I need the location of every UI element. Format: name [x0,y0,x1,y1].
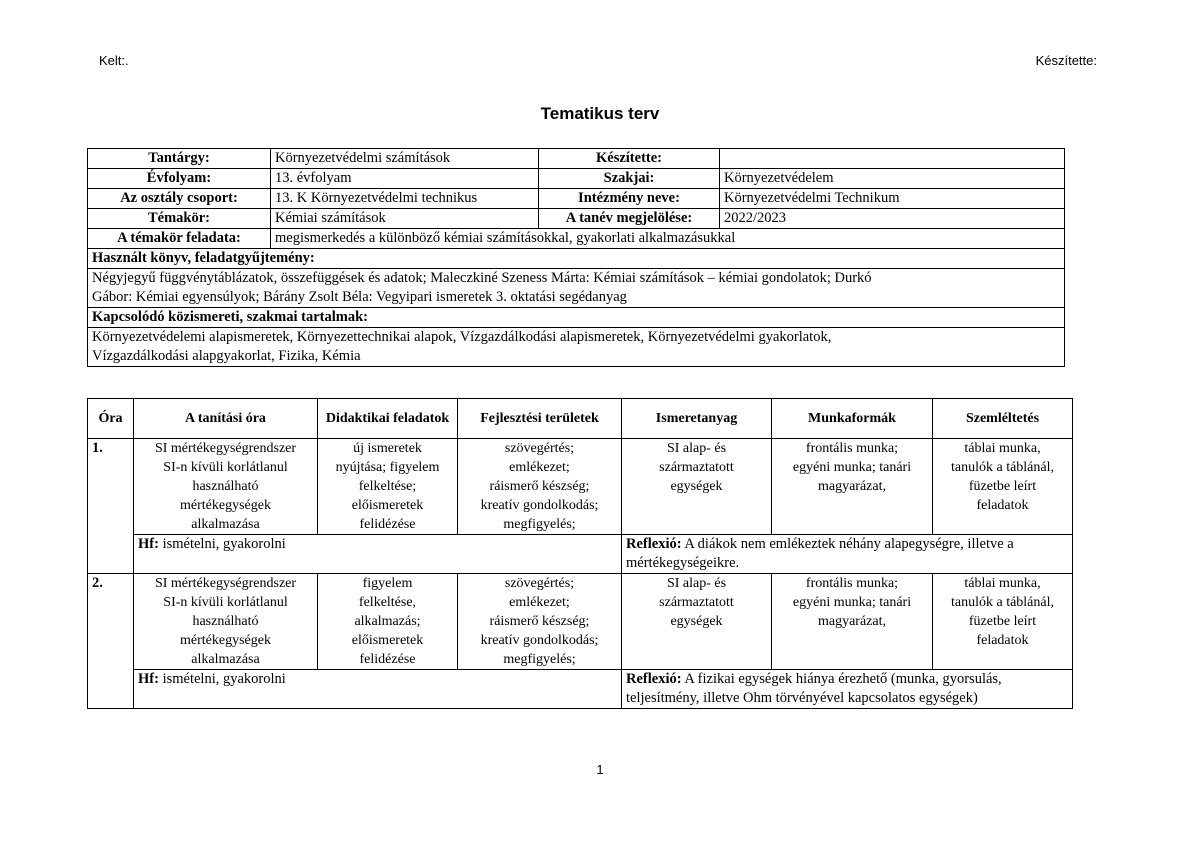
didaktikai-line: felidézése [359,517,416,532]
fejlesztesi-line: megfigyelés; [503,517,576,532]
didaktikai-line: figyelem [362,576,413,591]
info-row-tantargy [88,149,1065,169]
tanev-value: 2022/2023 [720,209,1065,229]
fejlesztesi-line: ráismerő készség; [489,479,590,494]
didaktikai-line: felkeltése, [358,595,417,610]
hf-label: Hf: [138,671,159,687]
intezmeny-label: Intézmény neve: [539,189,720,209]
header-kelt: Kelt:. [99,53,129,68]
munka-line: frontális munka; [805,576,899,591]
tanitasi-cell [134,439,318,535]
fejlesztesi-line: szövegértés; [504,441,575,456]
table-row [88,439,1073,535]
ismeret-line: SI alap- és [666,576,727,591]
didaktikai-cell [318,439,458,535]
szemlelt-line: tanulók a táblánál, [950,460,1055,475]
ismeret-cell [622,439,772,535]
info-row-kapcs-label [88,308,1065,328]
info-row-konyv-label [88,249,1065,269]
plan-header-row [88,399,1073,439]
didaktikai-line: alkalmazás; [354,614,421,629]
szemlelt-cell [933,574,1073,670]
header-keszitette: Készítette: [1035,53,1097,68]
konyv-line-1: Négyjegyű függvénytáblázatok, összefüggések és adatok; Maleczkiné Szeness Márta: Kémiai számítások – kémiai gondolatok; Durkó [92,270,872,286]
munka-cell [772,574,933,670]
kapcs-line-1: Környezetvédelemi alapismeretek, Környezettechnikai alapok, Vízgazdálkodási alapismeretek, Környezetvédelmi gyakorlatok, [92,329,832,345]
intezmeny-value: Környezetvédelmi Technikum [720,189,1065,209]
kapcs-value [88,328,1065,367]
fejlesztesi-line: ráismerő készség; [489,614,590,629]
tanitasi-line: SI-n kívüli korlátlanul [163,595,288,610]
osztaly-label: Az osztály csoport: [88,189,271,209]
szemlelt-line: feladatok [976,633,1029,648]
tantargy-label: Tantárgy: [88,149,271,169]
tantargy-value: Környezetvédelmi számítások [271,149,539,169]
szemlelt-line: táblai munka, [964,576,1041,591]
konyv-line-2: Gábor: Kémiai egyensúlyok; Bárány Zsolt Béla: Vegyipari ismeretek 3. oktatási segédanyag [92,289,627,305]
munka-line: egyéni munka; tanári [792,460,912,475]
temakor-value: Kémiai számítások [271,209,539,229]
ismeret-line: egységek [670,479,723,494]
fejlesztesi-cell [458,439,622,535]
reflexio-label: Reflexió: [626,536,682,552]
evfolyam-value: 13. évfolyam [271,169,539,189]
didaktikai-line: felidézése [359,652,416,667]
info-row-evfolyam [88,169,1065,189]
fejlesztesi-line: emlékezet; [509,595,570,610]
lesson-plan-table [87,398,1073,709]
fejlesztesi-cell [458,574,622,670]
info-row-temakor [88,209,1065,229]
tanitasi-line: alkalmazása [191,517,260,532]
info-row-feladata [88,229,1065,249]
hf-label: Hf: [138,536,159,552]
didaktikai-line: új ismeretek [353,441,422,456]
szemlelt-line: tanulók a táblánál, [950,595,1055,610]
info-row-osztaly [88,189,1065,209]
fejlesztesi-line: szövegértés; [504,576,575,591]
reflexio-label: Reflexió: [626,671,682,687]
col-header-szemleltetes: Szemléltetés [933,399,1073,439]
szemlelt-line: táblai munka, [964,441,1041,456]
col-header-didaktikai: Didaktikai feladatok [318,399,458,439]
munka-cell [772,439,933,535]
col-header-fejlesztesi: Fejlesztési területek [458,399,622,439]
tanitasi-line: SI-n kívüli korlátlanul [163,460,288,475]
ismeret-cell [622,574,772,670]
munka-line: frontális munka; [805,441,899,456]
reflexio-line-2: mértékegységeikre. [626,555,740,571]
munka-line: magyarázat, [817,479,886,494]
ismeret-line: származtatott [659,460,734,475]
homework-cell [134,535,622,574]
tanitasi-line: SI mértékegységrendszer [154,441,297,456]
reflexio-line-1: A diákok nem emlékeztek néhány alapegységre, illetve a [684,536,1014,552]
document-title: Tematikus terv [540,104,660,123]
table-row [88,574,1073,670]
didaktikai-cell [318,574,458,670]
col-header-munkaformak: Munkaformák [772,399,933,439]
col-header-tanitasi: A tanítási óra [134,399,318,439]
fejlesztesi-line: kreatív gondolkodás; [480,498,599,513]
lesson-number: 1. [88,439,134,574]
table-row [88,670,1073,709]
temakor-label: Témakör: [88,209,271,229]
munka-line: egyéni munka; tanári [792,595,912,610]
info-row-kapcs [88,328,1065,367]
feladata-label: A témakör feladata: [88,229,271,249]
reflexio-line-1: A fizikai egységek hiánya érezhető (munka, gyorsulás, [684,671,1002,687]
homework-cell [134,670,622,709]
hf-text: ismételni, gyakorolni [162,671,286,687]
lesson-number: 2. [88,574,134,709]
hf-text: ismételni, gyakorolni [162,536,286,552]
didaktikai-line: felkeltése; [358,479,417,494]
info-table [87,148,1065,367]
fejlesztesi-line: megfigyelés; [503,652,576,667]
reflexio-line-2: teljesítmény, illetve Ohm törvényével kapcsolatos egységek) [626,690,978,706]
tanitasi-line: mértékegységek [180,498,271,513]
tanitasi-line: mértékegységek [180,633,271,648]
reflection-cell [622,535,1073,574]
tanev-label: A tanév megjelölése: [539,209,720,229]
fejlesztesi-line: kreatív gondolkodás; [480,633,599,648]
page-number: 1 [596,762,604,777]
didaktikai-line: előismeretek [351,498,424,513]
kapcs-line-2: Vízgazdálkodási alapgyakorlat, Fizika, Kémia [92,348,361,364]
didaktikai-line: nyújtása; figyelem [335,460,440,475]
tanitasi-line: használható [192,479,259,494]
fejlesztesi-line: emlékezet; [509,460,570,475]
col-header-ismeretanyag: Ismeretanyag [622,399,772,439]
kapcs-label: Kapcsolódó közismereti, szakmai tartalmak: [88,308,1065,328]
ismeret-line: SI alap- és [666,441,727,456]
szakja-value: Környezetvédelem [720,169,1065,189]
reflection-cell [622,670,1073,709]
tanitasi-cell [134,574,318,670]
szemlelt-line: füzetbe leírt [968,479,1037,494]
feladata-value: megismerkedés a különböző kémiai számításokkal, gyakorlati alkalmazásukkal [271,229,1065,249]
munka-line: magyarázat, [817,614,886,629]
ismeret-line: származtatott [659,595,734,610]
keszitette-label: Készítette: [539,149,720,169]
szemlelt-line: füzetbe leírt [968,614,1037,629]
tanitasi-line: használható [192,614,259,629]
konyv-label: Használt könyv, feladatgyűjtemény: [88,249,1065,269]
szakja-label: Szakjai: [539,169,720,189]
col-header-ora: Óra [88,399,134,439]
osztaly-value: 13. K Környezetvédelmi technikus [271,189,539,209]
evfolyam-label: Évfolyam: [88,169,271,189]
ismeret-line: egységek [670,614,723,629]
szemlelt-line: feladatok [976,498,1029,513]
table-row [88,535,1073,574]
szemlelt-cell [933,439,1073,535]
konyv-value [88,269,1065,308]
tanitasi-line: alkalmazása [191,652,260,667]
didaktikai-line: előismeretek [351,633,424,648]
info-row-konyv [88,269,1065,308]
keszitette-value [720,149,1065,169]
tanitasi-line: SI mértékegységrendszer [154,576,297,591]
